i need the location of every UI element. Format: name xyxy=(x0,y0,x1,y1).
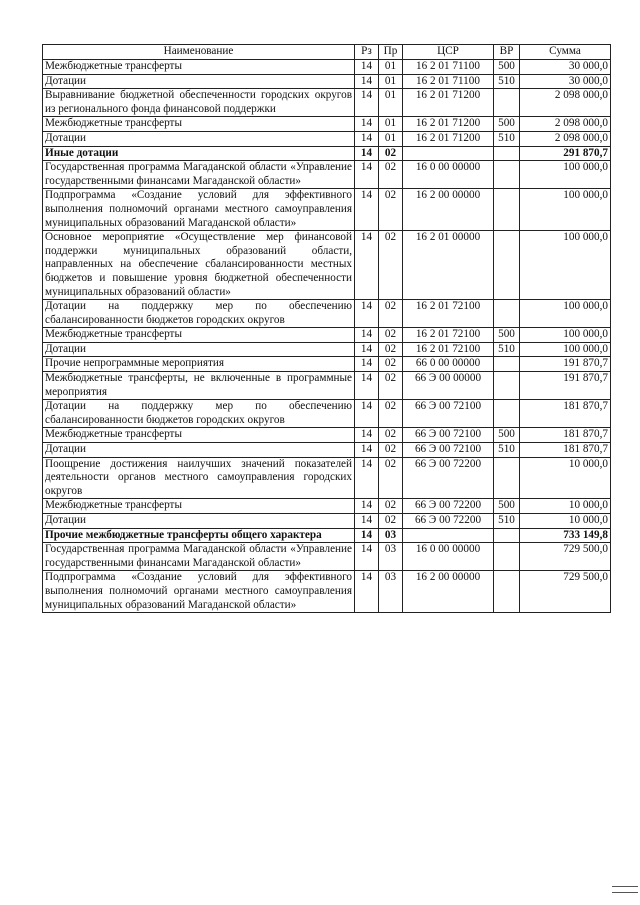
cell-csr: 16 0 00 00000 xyxy=(403,161,494,189)
cell-csr xyxy=(403,528,494,543)
cell-csr: 16 2 01 71200 xyxy=(403,131,494,146)
cell-pr: 02 xyxy=(379,428,403,443)
cell-rz: 14 xyxy=(355,400,379,428)
cell-pr: 01 xyxy=(379,60,403,75)
cell-vr xyxy=(494,161,520,189)
cell-vr xyxy=(494,543,520,571)
cell-vr: 510 xyxy=(494,443,520,458)
cell-csr: 16 0 00 00000 xyxy=(403,543,494,571)
cell-rz: 14 xyxy=(355,514,379,529)
cell-csr: 66 0 00 00000 xyxy=(403,357,494,372)
table-row xyxy=(43,443,611,458)
header-pr: Пр xyxy=(379,45,403,60)
table-row xyxy=(43,146,611,161)
cell-vr xyxy=(494,231,520,300)
cell-vr xyxy=(494,357,520,372)
cell-name: Дотации xyxy=(43,443,355,458)
cell-rz: 14 xyxy=(355,372,379,400)
cell-vr xyxy=(494,571,520,613)
cell-name: Выравнивание бюджетной обеспеченности городских округов из регионального фонда финансовой поддержки xyxy=(43,89,355,117)
cell-pr: 02 xyxy=(379,161,403,189)
cell-sum: 100 000,0 xyxy=(520,161,611,189)
cell-rz: 14 xyxy=(355,89,379,117)
table-row xyxy=(43,357,611,372)
header-rz: Рз xyxy=(355,45,379,60)
cell-sum: 181 870,7 xyxy=(520,443,611,458)
table-row xyxy=(43,89,611,117)
header-sum: Сумма xyxy=(520,45,611,60)
table-row xyxy=(43,543,611,571)
cell-vr xyxy=(494,372,520,400)
cell-vr xyxy=(494,89,520,117)
cell-csr: 66 Э 00 72100 xyxy=(403,443,494,458)
cell-pr: 03 xyxy=(379,571,403,613)
cell-rz: 14 xyxy=(355,60,379,75)
cell-rz: 14 xyxy=(355,328,379,343)
header-csr: ЦСР xyxy=(403,45,494,60)
cell-sum: 729 500,0 xyxy=(520,571,611,613)
cell-vr: 500 xyxy=(494,60,520,75)
table-row xyxy=(43,300,611,328)
cell-pr: 02 xyxy=(379,372,403,400)
cell-pr: 01 xyxy=(379,131,403,146)
cell-pr: 02 xyxy=(379,300,403,328)
cell-rz: 14 xyxy=(355,528,379,543)
cell-vr: 510 xyxy=(494,131,520,146)
cell-csr: 16 2 01 71100 xyxy=(403,74,494,89)
table-row xyxy=(43,499,611,514)
table-row xyxy=(43,117,611,132)
cell-csr: 16 2 01 71200 xyxy=(403,117,494,132)
cell-rz: 14 xyxy=(355,499,379,514)
cell-pr: 02 xyxy=(379,457,403,499)
table-row xyxy=(43,457,611,499)
cell-vr xyxy=(494,457,520,499)
cell-name: Межбюджетные трансферты xyxy=(43,60,355,75)
cell-csr: 66 Э 00 72200 xyxy=(403,457,494,499)
cell-sum: 2 098 000,0 xyxy=(520,117,611,132)
cell-name: Поощрение достижения наилучших значений показателей деятельности органов местного самоуправления городских округов xyxy=(43,457,355,499)
cell-sum: 191 870,7 xyxy=(520,372,611,400)
cell-vr: 510 xyxy=(494,514,520,529)
cell-name: Дотации на поддержку мер по обеспечению сбалансированности бюджетов городских округов xyxy=(43,300,355,328)
cell-name: Иные дотации xyxy=(43,146,355,161)
cell-name: Подпрограмма «Создание условий для эффективного выполнения полномочий органами местного самоуправления муниципальных образований Магаданской области» xyxy=(43,571,355,613)
cell-vr xyxy=(494,300,520,328)
cell-csr: 16 2 01 71100 xyxy=(403,60,494,75)
table-row xyxy=(43,571,611,613)
cell-sum: 30 000,0 xyxy=(520,60,611,75)
cell-vr xyxy=(494,189,520,231)
cell-vr: 500 xyxy=(494,499,520,514)
cell-vr: 500 xyxy=(494,328,520,343)
table-row xyxy=(43,74,611,89)
cell-sum: 2 098 000,0 xyxy=(520,89,611,117)
cell-sum: 733 149,8 xyxy=(520,528,611,543)
cell-rz: 14 xyxy=(355,189,379,231)
table-row xyxy=(43,400,611,428)
cell-name: Государственная программа Магаданской области «Управление государственными финансами Магаданской области» xyxy=(43,161,355,189)
scan-edge-mark xyxy=(612,886,638,887)
table-row xyxy=(43,328,611,343)
cell-csr: 66 Э 00 72200 xyxy=(403,499,494,514)
cell-pr: 02 xyxy=(379,189,403,231)
cell-vr xyxy=(494,146,520,161)
cell-sum: 729 500,0 xyxy=(520,543,611,571)
cell-rz: 14 xyxy=(355,443,379,458)
cell-pr: 02 xyxy=(379,443,403,458)
cell-name: Основное мероприятие «Осуществление мер финансовой поддержки муниципальных образований области, направленных на обеспечение сбалансированности местных бюджетов и повышение уровня бюджетной обеспеченности муниципальных образований области» xyxy=(43,231,355,300)
cell-vr xyxy=(494,400,520,428)
cell-csr: 66 Э 00 72200 xyxy=(403,514,494,529)
cell-sum: 100 000,0 xyxy=(520,189,611,231)
table-row xyxy=(43,131,611,146)
table-row xyxy=(43,231,611,300)
cell-name: Дотации xyxy=(43,514,355,529)
cell-csr: 16 2 01 72100 xyxy=(403,342,494,357)
cell-name: Дотации xyxy=(43,342,355,357)
cell-vr: 500 xyxy=(494,117,520,132)
table-row xyxy=(43,514,611,529)
cell-pr: 02 xyxy=(379,328,403,343)
cell-csr: 66 Э 00 72100 xyxy=(403,428,494,443)
cell-name: Дотации xyxy=(43,74,355,89)
cell-name: Подпрограмма «Создание условий для эффективного выполнения полномочий органами местного самоуправления муниципальных образований Магаданской области» xyxy=(43,189,355,231)
cell-pr: 02 xyxy=(379,499,403,514)
cell-rz: 14 xyxy=(355,231,379,300)
cell-name: Межбюджетные трансферты xyxy=(43,428,355,443)
cell-name: Государственная программа Магаданской области «Управление государственными финансами Магаданской области» xyxy=(43,543,355,571)
budget-page xyxy=(42,44,610,613)
cell-sum: 10 000,0 xyxy=(520,457,611,499)
cell-csr: 66 Э 00 00000 xyxy=(403,372,494,400)
cell-name: Дотации на поддержку мер по обеспечению сбалансированности бюджетов городских округов xyxy=(43,400,355,428)
cell-rz: 14 xyxy=(355,74,379,89)
cell-vr: 500 xyxy=(494,428,520,443)
header-vr: ВР xyxy=(494,45,520,60)
cell-rz: 14 xyxy=(355,543,379,571)
cell-rz: 14 xyxy=(355,342,379,357)
cell-pr: 03 xyxy=(379,543,403,571)
cell-pr: 02 xyxy=(379,342,403,357)
cell-rz: 14 xyxy=(355,146,379,161)
scan-edge-mark xyxy=(612,892,638,893)
cell-rz: 14 xyxy=(355,117,379,132)
cell-csr: 16 2 00 00000 xyxy=(403,189,494,231)
table-row xyxy=(43,342,611,357)
cell-sum: 100 000,0 xyxy=(520,300,611,328)
cell-csr: 16 2 01 72100 xyxy=(403,328,494,343)
cell-sum: 291 870,7 xyxy=(520,146,611,161)
cell-pr: 02 xyxy=(379,146,403,161)
cell-csr: 66 Э 00 72100 xyxy=(403,400,494,428)
cell-csr: 16 2 01 71200 xyxy=(403,89,494,117)
cell-name: Прочие непрограммные мероприятия xyxy=(43,357,355,372)
cell-pr: 01 xyxy=(379,117,403,132)
cell-rz: 14 xyxy=(355,428,379,443)
cell-rz: 14 xyxy=(355,357,379,372)
table-row xyxy=(43,161,611,189)
table-row xyxy=(43,189,611,231)
cell-csr: 16 2 01 00000 xyxy=(403,231,494,300)
cell-sum: 181 870,7 xyxy=(520,400,611,428)
cell-name: Межбюджетные трансферты xyxy=(43,499,355,514)
cell-sum: 2 098 000,0 xyxy=(520,131,611,146)
cell-sum: 100 000,0 xyxy=(520,342,611,357)
cell-pr: 02 xyxy=(379,400,403,428)
cell-name: Дотации xyxy=(43,131,355,146)
header-name: Наименование xyxy=(43,45,355,60)
cell-sum: 191 870,7 xyxy=(520,357,611,372)
cell-vr xyxy=(494,528,520,543)
cell-csr: 16 2 01 72100 xyxy=(403,300,494,328)
table-header-row xyxy=(43,45,611,60)
cell-name: Межбюджетные трансферты, не включенные в программные мероприятия xyxy=(43,372,355,400)
cell-pr: 02 xyxy=(379,357,403,372)
cell-rz: 14 xyxy=(355,161,379,189)
cell-name: Межбюджетные трансферты xyxy=(43,328,355,343)
table-row xyxy=(43,428,611,443)
cell-rz: 14 xyxy=(355,457,379,499)
cell-sum: 181 870,7 xyxy=(520,428,611,443)
cell-vr: 510 xyxy=(494,342,520,357)
cell-pr: 01 xyxy=(379,89,403,117)
cell-sum: 100 000,0 xyxy=(520,328,611,343)
cell-csr xyxy=(403,146,494,161)
cell-pr: 02 xyxy=(379,514,403,529)
cell-sum: 10 000,0 xyxy=(520,499,611,514)
cell-pr: 01 xyxy=(379,74,403,89)
cell-pr: 03 xyxy=(379,528,403,543)
table-row xyxy=(43,528,611,543)
cell-name: Прочие межбюджетные трансферты общего характера xyxy=(43,528,355,543)
cell-csr: 16 2 00 00000 xyxy=(403,571,494,613)
cell-pr: 02 xyxy=(379,231,403,300)
cell-vr: 510 xyxy=(494,74,520,89)
cell-rz: 14 xyxy=(355,300,379,328)
cell-rz: 14 xyxy=(355,131,379,146)
budget-table xyxy=(42,44,611,613)
table-row xyxy=(43,60,611,75)
cell-sum: 100 000,0 xyxy=(520,231,611,300)
cell-name: Межбюджетные трансферты xyxy=(43,117,355,132)
cell-rz: 14 xyxy=(355,571,379,613)
cell-sum: 30 000,0 xyxy=(520,74,611,89)
table-row xyxy=(43,372,611,400)
cell-sum: 10 000,0 xyxy=(520,514,611,529)
